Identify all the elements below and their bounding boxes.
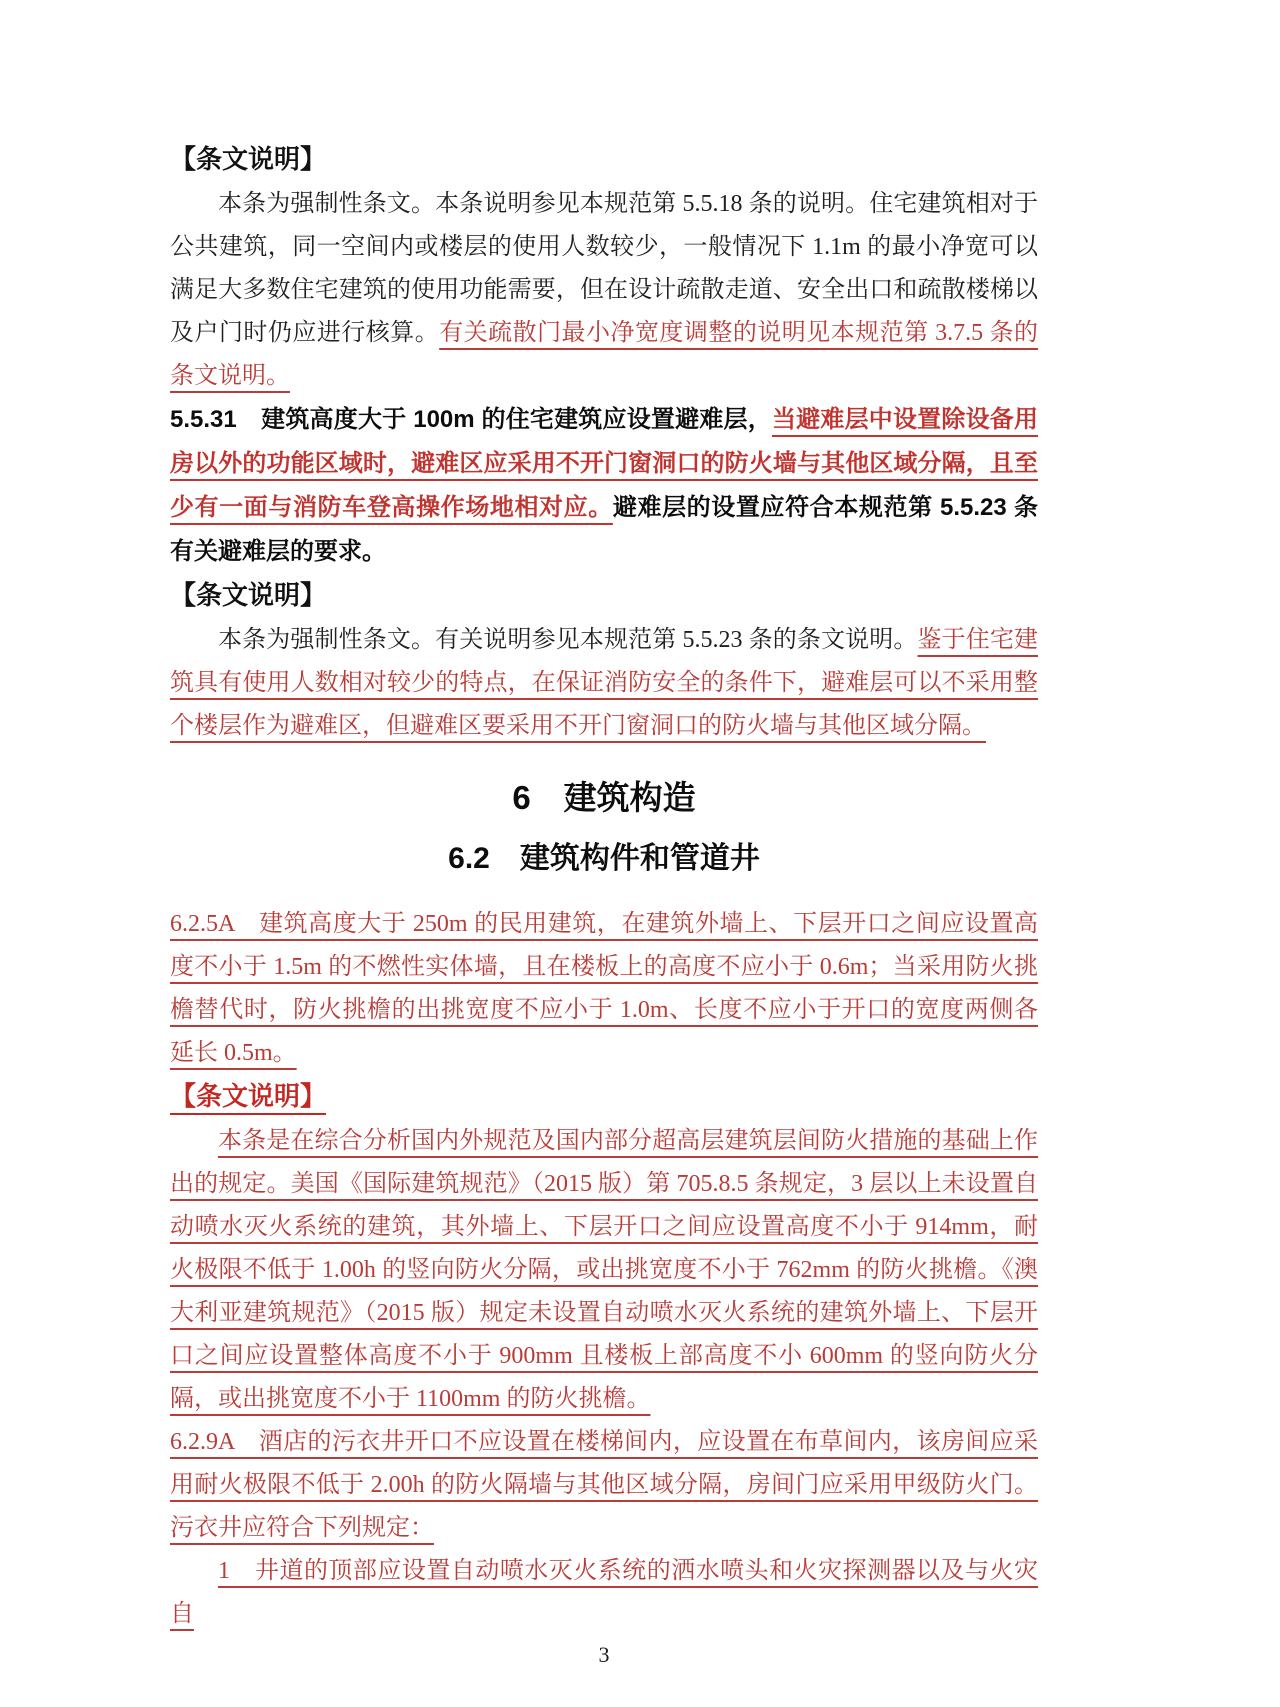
text-run: 本条为强制性条文。本条说明参见本规范第 5.5.18 条的说明。住宅建筑相对于公共建筑，同一空间内或楼层的使用人数较少，一般情况下 1.1m 的最小净宽可以满足大多数住宅建筑的使用功能需要，但在设计疏散走道、安全出口和疏散楼梯以及户门时仍应进行核算。 (170, 191, 1038, 346)
page-number: 3 (598, 1642, 610, 1667)
text-run: 有关疏散门最小净宽度调整的说明见本规范第 3.7.5 条的条文说明。 (170, 320, 1039, 389)
chapter-heading-6 (170, 772, 1038, 825)
clause-6-2-5A (170, 903, 1038, 1075)
explanation-paragraph-6-2-5A (170, 1120, 1038, 1421)
text-run: 6.2 建筑构件和管道井 (448, 842, 760, 875)
explanation-label-2 (170, 574, 1038, 619)
list-item-1 (170, 1550, 1038, 1636)
text-run: 6.2.9A 酒店的污衣井开口不应设置在楼梯间内，应设置在布草间内，该房间应采用耐火极限不低于 2.00h 的防火隔墙与其他区域分隔，房间门应采用甲级防火门。污衣井应符合下列规定： (170, 1429, 1038, 1541)
section-heading-6-2 (170, 835, 1038, 883)
text-run: 【条文说明】 (170, 1081, 327, 1111)
text-run: 本条是在综合分析国内外规范及国内部分超高层建筑层间防火措施的基础上作出的规定。美国《国际建筑规范》（2015 版）第 705.8.5 条规定，3 层以上未设置自动喷水灭火系统的建筑，其外墙上、下层开口之间应设置高度不小于 914mm，耐火极限不低于 1.00h 的竖向防火分隔，或出挑宽度不小于 762mm 的防火挑檐。《澳大利亚建筑规范》（2015 版）规定未设置自动喷水灭火系统的建筑外墙上、下层开口之间应设置整体高度不小于 900mm 且楼板上部高度不小 600mm 的竖向防火分隔，或出挑宽度不小于 1100mm 的防火挑檐。 (170, 1128, 1038, 1412)
text-run: 1 井道的顶部应设置自动喷水灭火系统的洒水喷头和火灾探测器以及与火灾自 (170, 1558, 1038, 1627)
clause-5-5-31 (170, 398, 1038, 574)
explanation-label-3 (170, 1075, 1038, 1120)
text-run: 【条文说明】 (170, 580, 327, 610)
text-run: 6.2.5A 建筑高度大于 250m 的民用建筑，在建筑外墙上、下层开口之间应设置高度不小于 1.5m 的不燃性实体墙，且在楼板上的高度不应小于 0.6m；当采用防火挑檐替代时，防火挑檐的出挑宽度不应小于 1.0m、长度不应小于开口的宽度两侧各延长 0.5m。 (170, 911, 1038, 1066)
text-run: 鉴于住宅建筑具有使用人数相对较少的特点，在保证消防安全的条件下，避难层可以不采用整个楼层作为避难区，但避难区要采用不开门窗洞口的防火墙与其他区域分隔。 (170, 627, 1038, 739)
text-run: 当避难层中设置除设备用房以外的功能区域时，避难区应采用不开门窗洞口的防火墙与其他区域分隔，且至少有一面与消防车登高操作场地相对应。 (170, 406, 1038, 521)
page-footer (170, 1642, 1038, 1668)
text-run: 【条文说明】 (170, 144, 327, 174)
text-run: 5.5.31 建筑高度大于 100m 的住宅建筑应设置避难层， (170, 406, 772, 433)
document-body (170, 138, 1038, 1636)
text-run: 避难层的设置应符合本规范第 5.5.23 条有关避难层的要求。 (170, 494, 1038, 565)
text-run: 本条为强制性条文。有关说明参见本规范第 5.5.23 条的条文说明。 (218, 627, 918, 653)
explanation-paragraph-5-5-30 (170, 183, 1038, 398)
explanation-label-1 (170, 138, 1038, 183)
text-run: 6 建筑构造 (512, 779, 696, 816)
explanation-paragraph-5-5-31 (170, 619, 1038, 748)
clause-6-2-9A (170, 1421, 1038, 1550)
